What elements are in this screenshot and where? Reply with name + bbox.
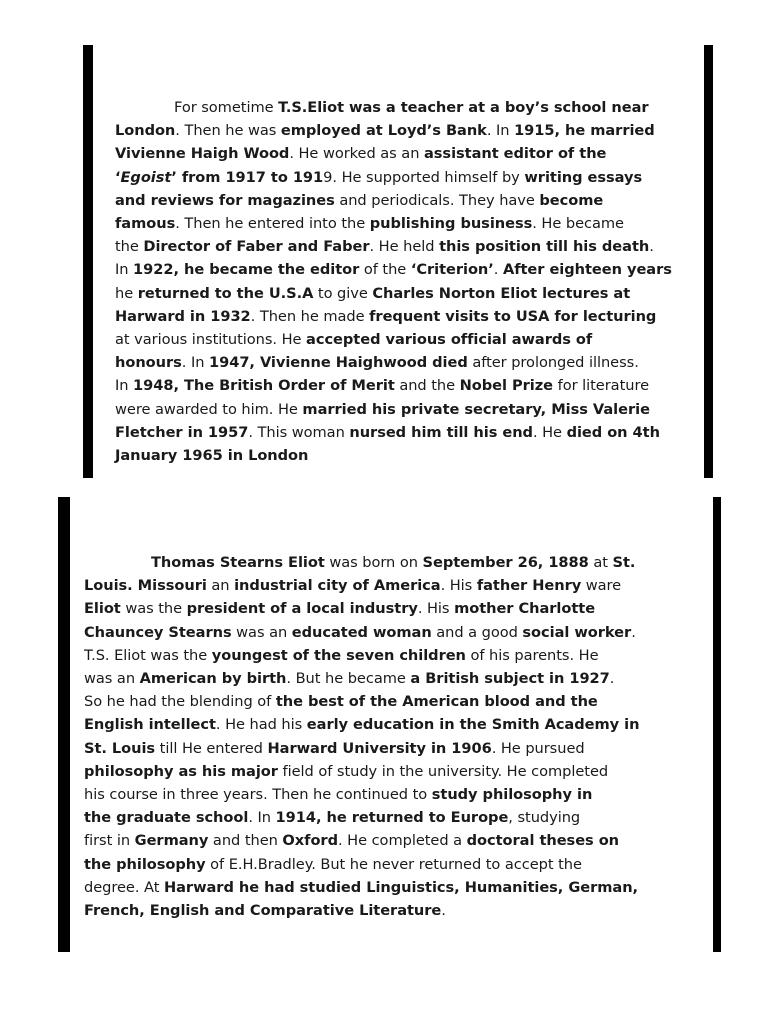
text-run: 1915, he married bbox=[514, 122, 655, 140]
text-run: St. Louis bbox=[84, 739, 156, 757]
text-run: the graduate school bbox=[84, 809, 249, 827]
text-line bbox=[84, 621, 639, 644]
text-run: publishing business bbox=[369, 215, 533, 233]
paragraph-later-life bbox=[115, 96, 672, 467]
text-line bbox=[115, 305, 672, 328]
text-line bbox=[84, 690, 639, 713]
text-run: Charles Norton Eliot lectures at bbox=[372, 284, 631, 302]
text-run: . But he became bbox=[286, 670, 411, 688]
text-run: was the bbox=[120, 600, 187, 618]
text-line bbox=[84, 783, 639, 806]
text-run: frequent visits to USA for lecturing bbox=[369, 307, 657, 325]
text-run: . bbox=[609, 670, 615, 688]
text-run: social worker bbox=[522, 623, 632, 641]
text-run: Egoist bbox=[120, 168, 172, 186]
text-run: become bbox=[539, 191, 604, 209]
text-line bbox=[84, 899, 639, 922]
text-run: the philosophy bbox=[84, 855, 206, 873]
text-run: St. bbox=[612, 554, 636, 571]
text-run: ’ from 1917 to 191 bbox=[171, 168, 324, 186]
left-border-bar bbox=[83, 45, 93, 478]
text-run: writing essays bbox=[524, 168, 643, 186]
text-run: ‘Criterion’ bbox=[410, 261, 494, 279]
text-run: he bbox=[115, 284, 138, 302]
text-run: 1947, Vivienne Haighwood died bbox=[209, 354, 468, 372]
text-run: 1922, he became the editor bbox=[133, 261, 360, 279]
text-run: . He pursued bbox=[491, 739, 585, 757]
text-run: accepted various official awards of bbox=[306, 331, 593, 349]
text-run: till He entered bbox=[155, 739, 268, 757]
left-border-bar bbox=[58, 497, 70, 952]
text-run: . Then he made bbox=[250, 307, 370, 325]
bottom-text-panel bbox=[58, 497, 721, 952]
text-line bbox=[115, 421, 672, 444]
text-run: philosophy as his major bbox=[84, 762, 278, 780]
top-text-panel bbox=[83, 45, 713, 478]
text-line bbox=[115, 235, 672, 258]
text-run: . He worked as an bbox=[289, 145, 424, 163]
text-run: were awarded to him. He bbox=[115, 400, 303, 418]
text-run: Eliot bbox=[84, 600, 121, 618]
text-run: Louis. Missouri bbox=[84, 577, 207, 595]
text-line bbox=[84, 737, 639, 760]
text-run: the bbox=[115, 238, 144, 256]
text-line bbox=[115, 189, 672, 212]
text-run: In bbox=[115, 377, 134, 395]
text-run: an bbox=[206, 577, 235, 595]
text-run: . bbox=[441, 902, 446, 920]
text-run: first in bbox=[84, 832, 135, 850]
text-run: and reviews for magazines bbox=[115, 191, 335, 209]
text-run: In bbox=[115, 261, 134, 279]
text-run: ware bbox=[581, 577, 622, 595]
text-run: T.S.Eliot was a teacher at a boy’s school near bbox=[278, 99, 649, 116]
text-run: was an bbox=[231, 623, 292, 641]
text-run: Thomas Stearns Eliot bbox=[151, 554, 325, 571]
text-run: mother Charlotte bbox=[454, 600, 596, 618]
text-run: For sometime bbox=[174, 99, 279, 116]
text-run: Vivienne Haigh Wood bbox=[115, 145, 290, 163]
text-run: . bbox=[649, 238, 654, 256]
text-run: . bbox=[631, 623, 636, 641]
text-run: president of a local industry bbox=[186, 600, 418, 618]
text-run: of E.H.Bradley. But he never returned to accept the bbox=[205, 855, 582, 873]
text-run: . bbox=[493, 261, 503, 279]
text-line bbox=[84, 597, 639, 620]
text-run: early education in the Smith Academy in bbox=[306, 716, 640, 734]
text-line bbox=[84, 713, 639, 736]
text-run: September 26, 1888 bbox=[422, 554, 589, 571]
text-run: . His bbox=[440, 577, 477, 595]
text-run: . Then he was bbox=[175, 122, 281, 140]
text-run: at bbox=[588, 554, 613, 571]
text-run: of the bbox=[359, 261, 411, 279]
text-run: for literature bbox=[553, 377, 650, 395]
text-line bbox=[84, 806, 639, 829]
text-line bbox=[84, 551, 639, 574]
text-line bbox=[84, 644, 639, 667]
text-run: and a good bbox=[431, 623, 523, 641]
text-run: 1914, he returned to Europe bbox=[275, 809, 509, 827]
text-run: his course in three years. Then he continued to bbox=[84, 786, 432, 804]
paragraph-early-life bbox=[84, 551, 639, 922]
text-run: this position till his death bbox=[439, 238, 650, 256]
text-run: Fletcher in 1957 bbox=[115, 423, 249, 441]
text-run: and then bbox=[208, 832, 283, 850]
text-run: employed at Loyd’s Bank bbox=[280, 122, 487, 140]
text-line bbox=[115, 166, 672, 189]
text-run: ‘ bbox=[115, 168, 121, 186]
text-line bbox=[115, 142, 672, 165]
text-run: . In bbox=[248, 809, 276, 827]
text-run: to give bbox=[313, 284, 373, 302]
text-line bbox=[84, 829, 639, 852]
text-run: 9. He supported himself by bbox=[323, 168, 525, 186]
text-run: and periodicals. They have bbox=[334, 191, 540, 209]
text-run: Harward University in 1906 bbox=[267, 739, 492, 757]
text-line bbox=[84, 574, 639, 597]
text-run: So he had the blending of bbox=[84, 693, 276, 711]
text-line bbox=[115, 282, 672, 305]
text-run: . He had his bbox=[215, 716, 307, 734]
text-run: of his parents. He bbox=[465, 646, 599, 664]
text-line bbox=[115, 328, 672, 351]
text-run: Nobel Prize bbox=[459, 377, 554, 395]
text-run: . He bbox=[532, 423, 567, 441]
text-run: . In bbox=[486, 122, 515, 140]
text-line bbox=[115, 258, 672, 281]
text-line bbox=[84, 853, 639, 876]
text-run: Harward he had studied Linguistics, Humanities, German, bbox=[163, 878, 639, 896]
text-run: . Then he entered into the bbox=[175, 215, 370, 233]
text-line bbox=[115, 398, 672, 421]
text-run: degree. At bbox=[84, 878, 164, 896]
text-line bbox=[115, 351, 672, 374]
text-run: study philosophy in bbox=[431, 786, 593, 804]
text-run: and the bbox=[394, 377, 460, 395]
text-run: the best of the American blood and the bbox=[275, 693, 598, 711]
text-run: youngest of the seven children bbox=[211, 646, 466, 664]
text-run: assistant editor of the bbox=[424, 145, 607, 163]
text-run: 1948, The British Order of Merit bbox=[133, 377, 395, 395]
text-run: January 1965 in London bbox=[115, 447, 309, 465]
text-run: After eighteen years bbox=[502, 261, 672, 279]
right-border-bar bbox=[704, 45, 713, 478]
text-run: . He completed a bbox=[337, 832, 467, 850]
text-run: Director of Faber and Faber bbox=[143, 238, 370, 256]
text-run: nursed him till his end bbox=[349, 423, 533, 441]
text-run: returned to the U.S.A bbox=[137, 284, 314, 302]
text-run: married his private secretary, Miss Valerie bbox=[302, 400, 650, 418]
text-run: . He held bbox=[369, 238, 440, 256]
text-line bbox=[115, 96, 672, 119]
text-run: Chauncey Stearns bbox=[84, 623, 232, 641]
text-run: honours bbox=[115, 354, 182, 372]
text-run: field of study in the university. He completed bbox=[277, 762, 609, 780]
text-line bbox=[84, 760, 639, 783]
text-line bbox=[115, 119, 672, 142]
text-run: educated woman bbox=[291, 623, 432, 641]
text-run: was born on bbox=[324, 554, 423, 571]
text-run: industrial city of America bbox=[234, 577, 441, 595]
text-run: . In bbox=[181, 354, 209, 372]
text-run: French, English and Comparative Literature bbox=[84, 902, 442, 920]
text-line bbox=[84, 667, 639, 690]
text-line bbox=[115, 212, 672, 235]
text-run: was an bbox=[84, 670, 140, 688]
text-run: London bbox=[115, 122, 176, 140]
text-line bbox=[115, 374, 672, 397]
text-run: famous bbox=[115, 215, 176, 233]
text-run: . This woman bbox=[248, 423, 350, 441]
text-run: . His bbox=[417, 600, 455, 618]
text-run: a British subject in 1927 bbox=[410, 670, 610, 688]
text-run: doctoral theses on bbox=[466, 832, 620, 850]
text-run: father Henry bbox=[476, 577, 582, 595]
text-line bbox=[84, 876, 639, 899]
text-run: Germany bbox=[134, 832, 209, 850]
text-run: , studying bbox=[508, 809, 581, 827]
right-border-bar bbox=[713, 497, 721, 952]
text-run: English intellect bbox=[84, 716, 216, 734]
text-run: American by birth bbox=[139, 670, 287, 688]
text-run: T.S. Eliot was the bbox=[84, 646, 212, 664]
text-run: Oxford bbox=[282, 832, 338, 850]
text-line bbox=[115, 444, 672, 467]
text-run: after prolonged illness. bbox=[467, 354, 639, 372]
text-run: . He became bbox=[532, 215, 624, 233]
text-run: died on 4th bbox=[566, 423, 660, 441]
text-run: Harward in 1932 bbox=[115, 307, 251, 325]
text-run: at various institutions. He bbox=[115, 331, 307, 349]
